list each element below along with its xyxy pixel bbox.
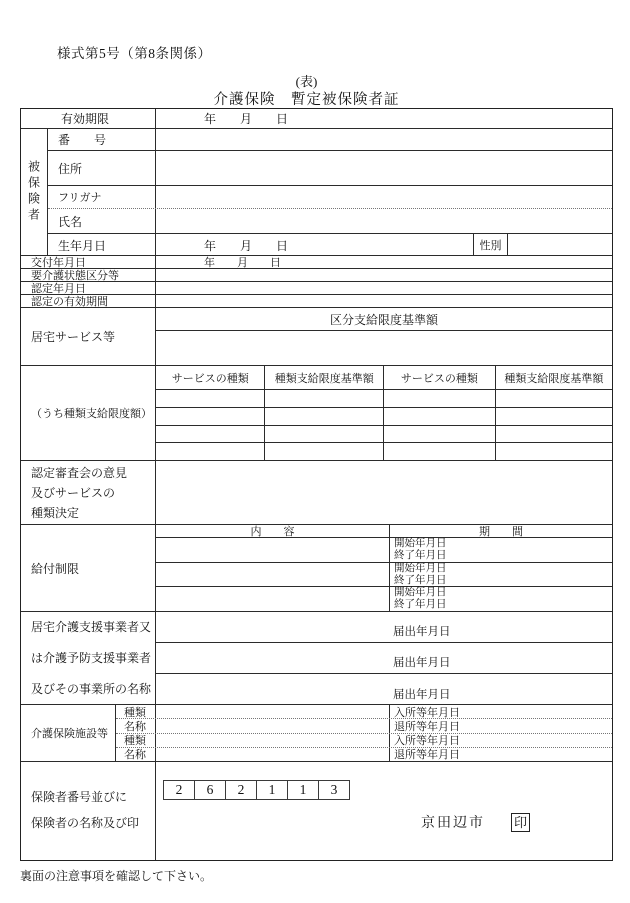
type-limit-cell: [265, 443, 384, 460]
insurer-label-line2: 保険者の名称及び印: [31, 816, 140, 830]
row-cert-date: [21, 282, 612, 295]
insured-rows: [48, 129, 612, 255]
period-end-label: 終了年月日: [394, 599, 447, 611]
row-validity: [21, 109, 612, 129]
benefit-restriction-table: [156, 525, 612, 611]
insurer-label: [21, 762, 156, 860]
review-board-label: [21, 461, 156, 524]
restriction-period-labels: [390, 538, 612, 562]
type-limit-label: （うち種類支給限度額）: [21, 366, 156, 460]
facility-section: [21, 705, 612, 762]
facility-name-field: [156, 748, 390, 761]
benefit-restriction-row: [156, 538, 612, 563]
type-limit-section: [21, 366, 612, 461]
type-limit-cell: [496, 390, 612, 407]
cert-date-label: 認定年月日: [21, 282, 156, 294]
certificate-table: [20, 108, 613, 861]
facility-date-label: 入所等年月日: [394, 706, 460, 719]
type-limit-cell: [265, 426, 384, 443]
side-indicator: (表): [295, 74, 318, 89]
home-service-label: 居宅サービス等: [21, 308, 156, 365]
row-cert-period: [21, 295, 612, 308]
restriction-content-field: [156, 563, 390, 587]
insurer-number-digit: 3: [318, 780, 350, 800]
insured-group-label-cell: [21, 129, 48, 255]
facility-sub-label: 名称: [116, 719, 156, 732]
notify-date-label: 届出年月日: [393, 626, 451, 638]
review-board-field: [156, 461, 612, 524]
home-service-cells: [156, 308, 612, 365]
review-board-label-line1: 認定審査会の意見: [31, 465, 128, 480]
row-care-level: [21, 269, 612, 282]
insured-furigana-label: フリガナ: [48, 186, 156, 208]
page-title: 介護保険 暫定被保険者証: [213, 92, 400, 108]
row-insured-birth: [48, 234, 612, 256]
insured-sex-field: [508, 234, 612, 256]
type-limit-amount-header-1: 種類支給限度基準額: [265, 366, 384, 389]
insured-address-field: [156, 151, 612, 185]
care-support-rows: [156, 612, 612, 704]
cert-date-field: [156, 282, 612, 294]
facility-name-field: [156, 719, 390, 732]
row-insured-address: [48, 151, 612, 186]
type-limit-cell: [384, 408, 496, 425]
insured-number-field: [156, 129, 612, 150]
home-service-section: [21, 308, 612, 366]
restriction-period-labels: [390, 563, 612, 587]
care-level-label: 要介護状態区分等: [21, 269, 156, 281]
care-support-row: [156, 643, 612, 674]
period-header: 期 間: [479, 526, 523, 538]
insurer-name-line: [421, 812, 530, 832]
form-number: 様式第5号（第8条関係）: [57, 46, 212, 61]
row-insured-name: [48, 209, 612, 234]
cert-period-field: [156, 295, 612, 307]
insurer-label-line1: 保険者番号並びに: [31, 790, 128, 804]
row-insured-furigana: [48, 186, 612, 209]
care-support-field: [156, 612, 612, 642]
type-limit-cell: [156, 426, 265, 443]
insurer-number-digit: 1: [287, 780, 319, 800]
facility-date-label: 退所等年月日: [394, 749, 460, 762]
insurer-number-digit: 2: [163, 780, 195, 800]
category-limit-field: [156, 331, 612, 365]
restriction-period-labels: [390, 587, 612, 611]
insurer-number-digit: 2: [225, 780, 257, 800]
facility-name-field: [156, 734, 390, 747]
care-support-label-line2: は介護予防支援事業者: [31, 650, 152, 665]
service-type-header-1: サービスの種類: [156, 366, 265, 389]
care-support-label: [21, 612, 156, 704]
service-type-header-2: サービスの種類: [384, 366, 496, 389]
content-header: 内 容: [156, 525, 390, 537]
review-board-label-line3: 種類決定: [31, 505, 80, 520]
insured-sex-label: 性別: [474, 234, 508, 256]
benefit-restriction-row: [156, 563, 612, 588]
review-board-label-line2: 及びサービスの: [31, 485, 116, 500]
type-limit-amount-header-2: 種類支給限度基準額: [504, 372, 604, 385]
care-support-field: [156, 674, 612, 705]
type-limit-cell: [156, 408, 265, 425]
care-support-field: [156, 643, 612, 673]
facility-row: [116, 748, 612, 761]
insurer-number-boxes: [163, 780, 612, 800]
benefit-restriction-section: [21, 525, 612, 612]
insurer-number-digit: 6: [194, 780, 226, 800]
type-limit-cell: [496, 426, 612, 443]
restriction-content-field: [156, 538, 390, 562]
insurer-name: 京田辺市: [421, 816, 485, 831]
insurer-value-area: [156, 762, 612, 860]
issue-date-label: 交付年月日: [21, 256, 156, 268]
facility-row: [116, 705, 612, 719]
type-limit-data-row: [156, 390, 612, 408]
facility-label: 介護保険施設等: [21, 705, 116, 761]
footer-note: 裏面の注意事項を確認して下さい。: [20, 869, 213, 883]
insured-birth-label: 生年月日: [48, 234, 156, 256]
type-limit-data-row: [156, 443, 612, 460]
period-start-label: 開始年月日: [394, 587, 447, 599]
type-limit-header-row: [156, 366, 612, 390]
period-start-label: 開始年月日: [394, 562, 447, 574]
care-support-label-line3: 及びその事業所の名称: [31, 681, 152, 696]
facility-name-field: [156, 705, 390, 718]
type-limit-cell: [265, 408, 384, 425]
notify-date-label: 届出年月日: [393, 657, 451, 669]
period-end-label: 終了年月日: [394, 549, 447, 561]
type-limit-cell: [265, 390, 384, 407]
care-level-field: [156, 269, 612, 281]
type-limit-table: [156, 366, 612, 460]
insured-section: [21, 129, 612, 256]
insured-number-label: 番 号: [48, 129, 156, 150]
insured-furigana-field: [156, 186, 612, 208]
facility-sub-label: 種類: [116, 734, 156, 747]
facility-rows: [116, 705, 612, 761]
validity-value: 年 月 日: [204, 112, 289, 126]
review-board-section: [21, 461, 612, 525]
seal-mark: 印: [511, 813, 530, 832]
notify-date-label: 届出年月日: [393, 689, 451, 701]
validity-label: 有効期限: [21, 109, 156, 128]
insured-name-label: 氏名: [48, 209, 156, 233]
care-support-section: [21, 612, 612, 705]
insurer-number-digit: 1: [256, 780, 288, 800]
insured-name-field: [156, 209, 612, 233]
insured-group-label: 被保険者: [26, 160, 41, 224]
row-insured-number: [48, 129, 612, 151]
restriction-content-field: [156, 587, 390, 611]
type-limit-cell: [156, 443, 265, 460]
insured-address-label: 住所: [48, 151, 156, 185]
care-support-row: [156, 674, 612, 705]
issue-date-value: 年 月 日: [204, 257, 281, 269]
period-end-label: 終了年月日: [394, 574, 447, 586]
type-limit-cell: [384, 390, 496, 407]
period-start-label: 開始年月日: [394, 537, 447, 549]
type-limit-cell: [156, 390, 265, 407]
care-support-label-line1: 居宅介護支援事業者又: [31, 619, 152, 634]
type-limit-data-row: [156, 426, 612, 444]
type-limit-cell: [496, 443, 612, 460]
care-support-row: [156, 612, 612, 643]
type-limit-cell: [384, 426, 496, 443]
insured-birth-value: 年 月 日: [156, 234, 474, 256]
type-limit-data-row: [156, 408, 612, 426]
facility-row: [116, 719, 612, 733]
facility-sub-label: 名称: [116, 748, 156, 761]
type-limit-cell: [496, 408, 612, 425]
cert-period-label: 認定の有効期間: [21, 295, 156, 307]
facility-date-label: 入所等年月日: [394, 735, 460, 748]
benefit-restriction-row: [156, 587, 612, 611]
facility-sub-label: 種類: [116, 705, 156, 718]
facility-row: [116, 734, 612, 748]
benefit-restriction-label: 給付制限: [21, 525, 156, 611]
type-limit-cell: [384, 443, 496, 460]
category-limit-header: 区分支給限度基準額: [156, 308, 612, 331]
facility-date-label: 退所等年月日: [394, 720, 460, 733]
insurer-section: [21, 762, 612, 860]
benefit-restriction-header-row: [156, 525, 612, 538]
